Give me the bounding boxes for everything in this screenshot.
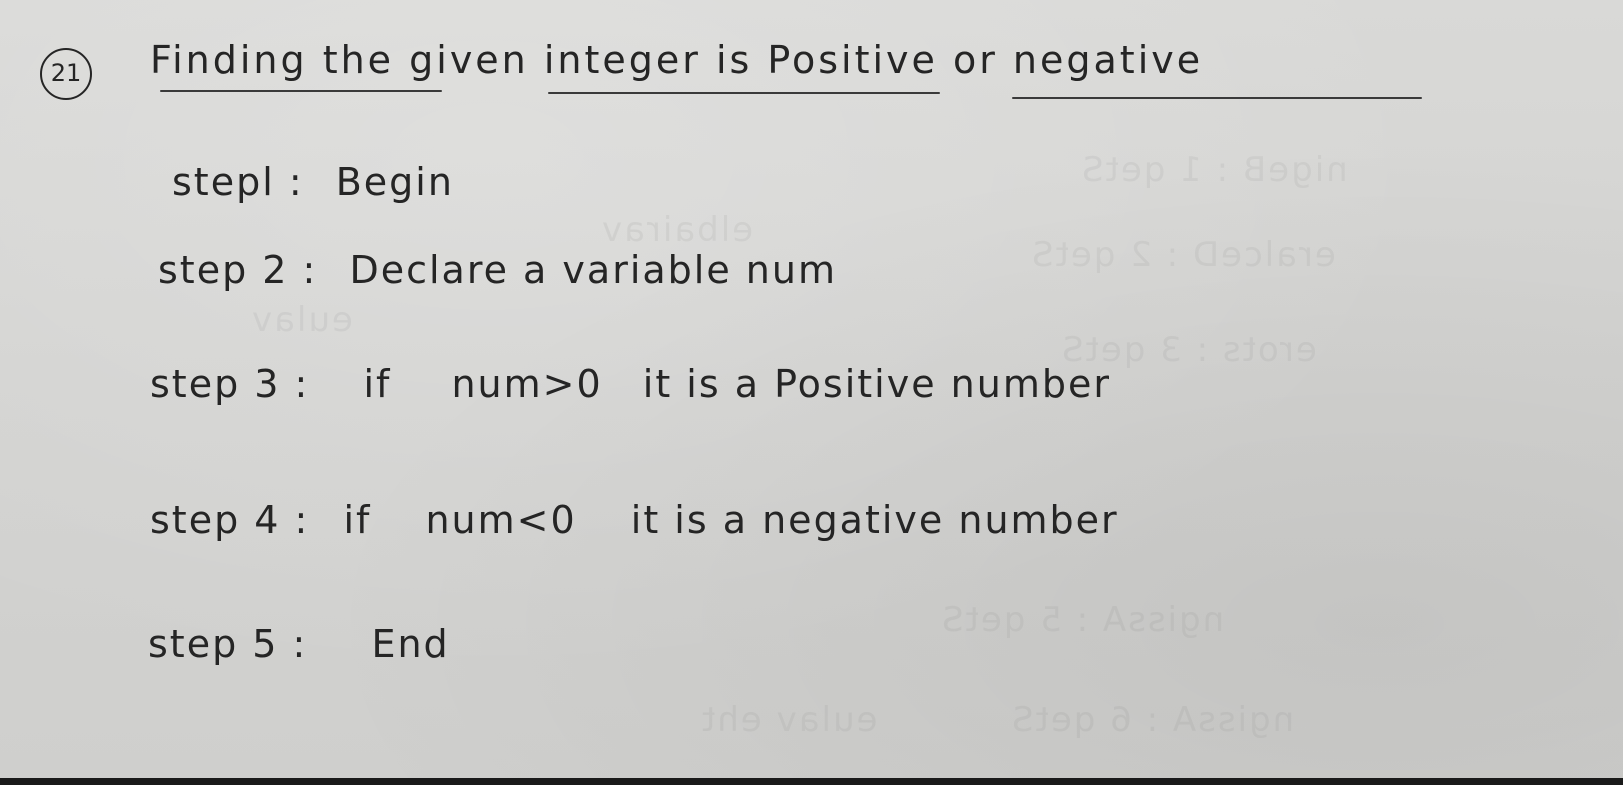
step-5-label: step 5 : bbox=[148, 622, 308, 666]
step-2 bbox=[158, 248, 837, 292]
step-1-text: Begin bbox=[335, 160, 454, 204]
step-2-text: Declare a variable num bbox=[349, 248, 837, 292]
step-5 bbox=[148, 622, 450, 666]
step-4-label: step 4 : bbox=[150, 498, 310, 542]
step-2-label: step 2 : bbox=[158, 248, 318, 292]
title-underline bbox=[548, 92, 940, 94]
step-3-condition: if bbox=[363, 362, 392, 406]
step-3-expression: num>0 bbox=[451, 362, 603, 406]
step-4 bbox=[150, 498, 1119, 542]
bleed-through-mark: eulav bbox=[250, 300, 353, 340]
step-4-expression: num<0 bbox=[425, 498, 577, 542]
bleed-through-mark: ngissA : 5 qetS bbox=[940, 600, 1225, 640]
page-edge-shadow bbox=[0, 778, 1623, 785]
bleed-through-mark: eralceD : 2 qetS bbox=[1030, 235, 1336, 275]
problem-number-badge bbox=[40, 48, 92, 100]
bleed-through-mark: erots : 3 qetS bbox=[1060, 330, 1317, 370]
step-1 bbox=[172, 160, 454, 204]
step-4-condition: if bbox=[343, 498, 372, 542]
step-4-result: it is a negative number bbox=[630, 498, 1119, 542]
page-title: Finding the given integer is Positive or negative bbox=[150, 38, 1204, 82]
step-5-text: End bbox=[371, 622, 450, 666]
bleed-through-mark: ngissA : 6 qetS bbox=[1010, 700, 1295, 740]
problem-number: 21 bbox=[50, 59, 82, 87]
step-1-label: stepl : bbox=[172, 160, 304, 204]
title-underline bbox=[160, 90, 442, 92]
step-3-label: step 3 : bbox=[150, 362, 310, 406]
title-underline bbox=[1012, 97, 1422, 99]
bleed-through-mark: nigeB : 1 qetS bbox=[1080, 150, 1348, 190]
step-3 bbox=[150, 362, 1111, 406]
step-3-result: it is a Positive number bbox=[642, 362, 1111, 406]
bleed-through-mark: eulav eht bbox=[700, 700, 878, 740]
bleed-through-mark: elbairav bbox=[600, 210, 754, 250]
